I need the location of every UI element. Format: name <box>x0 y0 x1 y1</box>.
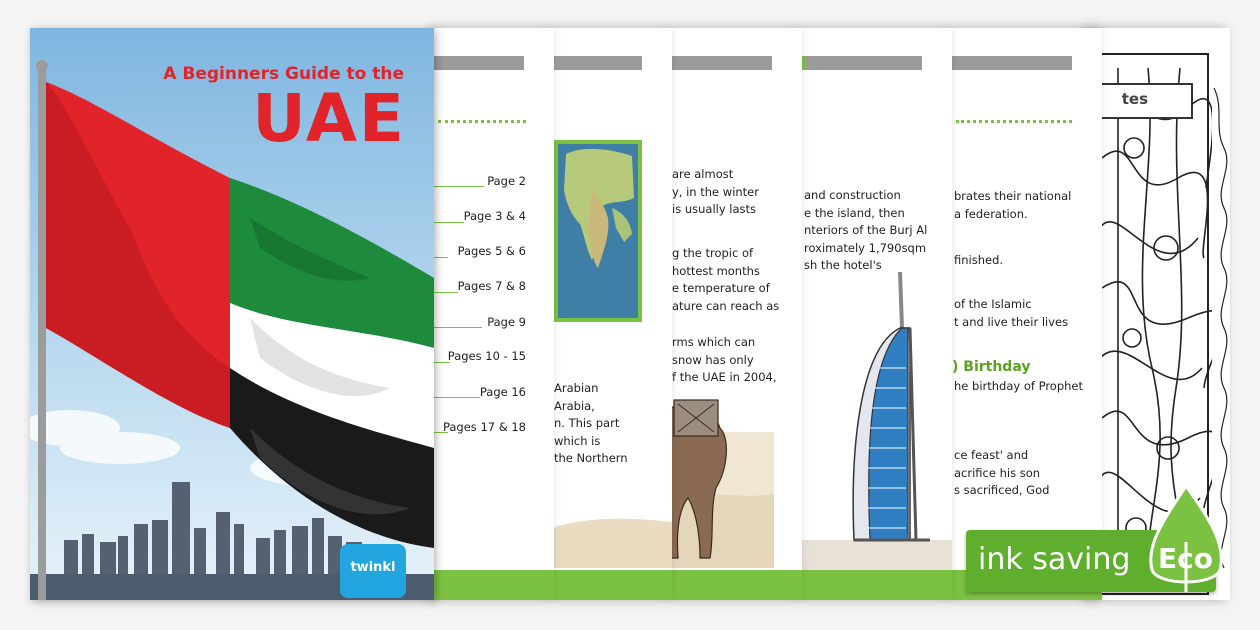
eco-badge-text: ink saving <box>978 542 1131 577</box>
holidays-line: t and live their lives <box>954 314 1069 329</box>
eco-badge-word: Eco <box>1158 542 1213 575</box>
burj-line: nteriors of the Burj Al <box>804 223 928 238</box>
climate-line: ature can reach as <box>672 298 780 313</box>
cover-title: UAE <box>252 80 406 157</box>
climate-line: is usually lasts <box>672 202 757 217</box>
contents-item[interactable]: Pages 17 & 18 <box>442 420 526 434</box>
leaf-icon <box>1142 482 1232 592</box>
holidays-line: acrifice his son <box>954 465 1041 480</box>
geography-line: which is <box>554 433 601 448</box>
holidays-line: he birthday of Prophet <box>954 379 1084 393</box>
holidays-heading: ) Birthday <box>952 359 1031 375</box>
eco-badge <box>966 530 1248 598</box>
climate-line: hottest months <box>672 263 760 278</box>
desert-illustration <box>552 28 672 600</box>
geography-line: the Northern <box>554 451 628 466</box>
holidays-page <box>950 28 1102 600</box>
geography-page <box>552 28 672 600</box>
contents-item[interactable]: Page 16 <box>479 385 526 399</box>
climate-line: y, in the winter <box>672 184 759 199</box>
contents-item[interactable]: Page 2 <box>487 174 526 188</box>
cover-page <box>30 28 434 600</box>
contents-item[interactable]: Pages 10 - 15 <box>447 349 526 363</box>
climate-line: rms which can <box>672 335 756 349</box>
climate-page <box>670 28 802 600</box>
burj-line: sh the hotel's <box>804 258 882 273</box>
twinkl-logo: twinkl <box>350 560 396 575</box>
camel-illustration <box>670 28 802 600</box>
climate-line: snow has only <box>672 352 754 367</box>
burj-page <box>800 28 952 600</box>
burj-line: roximately 1,790sqm <box>804 240 927 255</box>
climate-line: g the tropic of <box>672 246 754 260</box>
geography-line: Arabia, <box>554 398 595 413</box>
geography-line: n. This part <box>554 416 620 431</box>
climate-line: e temperature of <box>672 281 770 296</box>
holidays-line: s sacrificed, God <box>954 483 1050 498</box>
contents-item[interactable]: Pages 5 & 6 <box>457 244 526 258</box>
burj-line: e the island, then <box>804 205 905 220</box>
holidays-line: ce feast' and <box>954 448 1029 462</box>
burj-line: and construction <box>804 188 901 202</box>
climate-line: are almost <box>672 167 734 181</box>
holidays-line: of the Islamic <box>954 297 1032 311</box>
contents-item[interactable]: Pages 7 & 8 <box>457 279 526 293</box>
holidays-line: a federation. <box>954 206 1028 221</box>
holidays-line: finished. <box>954 253 1004 267</box>
climate-line: f the UAE in 2004, <box>672 370 777 385</box>
contents-item[interactable]: Page 3 & 4 <box>463 209 526 223</box>
geography-line: Arabian <box>554 381 599 395</box>
cover-subtitle: A Beginners Guide to the <box>163 64 404 84</box>
contents-page <box>432 28 554 600</box>
contents-item[interactable]: Page 9 <box>487 315 526 329</box>
burj-al-arab-illustration <box>800 28 952 600</box>
holidays-line: brates their national <box>954 189 1072 203</box>
notes-label: tes <box>1121 90 1148 108</box>
